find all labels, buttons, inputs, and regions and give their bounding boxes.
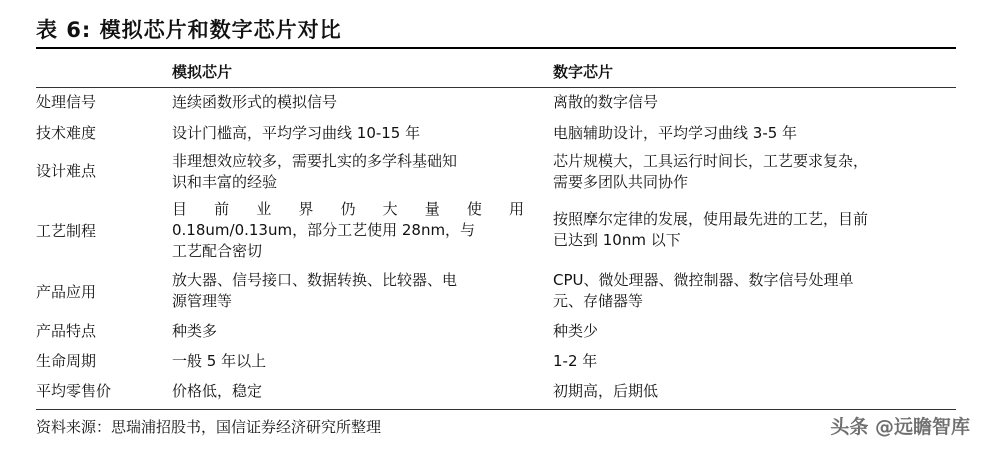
row-label: 设计难点 [36,162,97,180]
header-rule [36,87,956,88]
column-header-analog: 模拟芯片 [172,63,233,81]
digital-cell: CPU、微处理器、微控制器、数字信号处理单 元、存储器等 [553,271,854,310]
table-title: 表 6: 模拟芯片和数字芯片对比 [36,18,342,42]
source-note: 资料来源：思瑞浦招股书，国信证券经济研究所整理 [36,418,382,436]
row-label: 技术难度 [36,124,97,142]
digital-cell: 初期高，后期低 [553,382,659,400]
digital-cell: 芯片规模大，工具运行时间长，工艺要求复杂， 需要多团队共同协作 [553,152,869,191]
digital-cell: 种类少 [553,322,599,340]
row-label: 产品特点 [36,322,97,340]
digital-cell: 按照摩尔定律的发展，使用最先进的工艺，目前 已达到 10nm 以下 [553,210,869,249]
row-label: 平均零售价 [36,382,112,400]
analog-cell: 设计门槛高，平均学习曲线 10-15 年 [172,124,421,142]
bottom-rule [36,409,956,410]
watermark: 头条 @远瞻智库 [830,416,970,438]
row-label: 产品应用 [36,283,97,301]
row-label: 工艺制程 [36,222,97,240]
analog-cell: 连续函数形式的模拟信号 [172,93,338,111]
row-label: 生命周期 [36,352,97,370]
analog-cell: 价格低，稳定 [172,382,263,400]
analog-cell: 种类多 [172,322,218,340]
analog-cell: 目 前 业 界 仍 大 量 使 用 0.18um/0.13um，部分工艺使用 28nm，与 工艺配合密切 [172,200,524,260]
analog-cell: 一般 5 年以上 [172,352,267,370]
analog-cell: 非理想效应较多，需要扎实的多学科基础知 识和丰富的经验 [172,152,458,191]
digital-cell: 离散的数字信号 [553,93,659,111]
digital-cell: 1-2 年 [553,352,598,370]
column-header-digital: 数字芯片 [553,63,614,81]
digital-cell: 电脑辅助设计，平均学习曲线 3-5 年 [553,124,798,142]
top-rule [36,47,956,49]
row-label: 处理信号 [36,93,97,111]
analog-cell: 放大器、信号接口、数据转换、比较器、电 源管理等 [172,271,458,310]
